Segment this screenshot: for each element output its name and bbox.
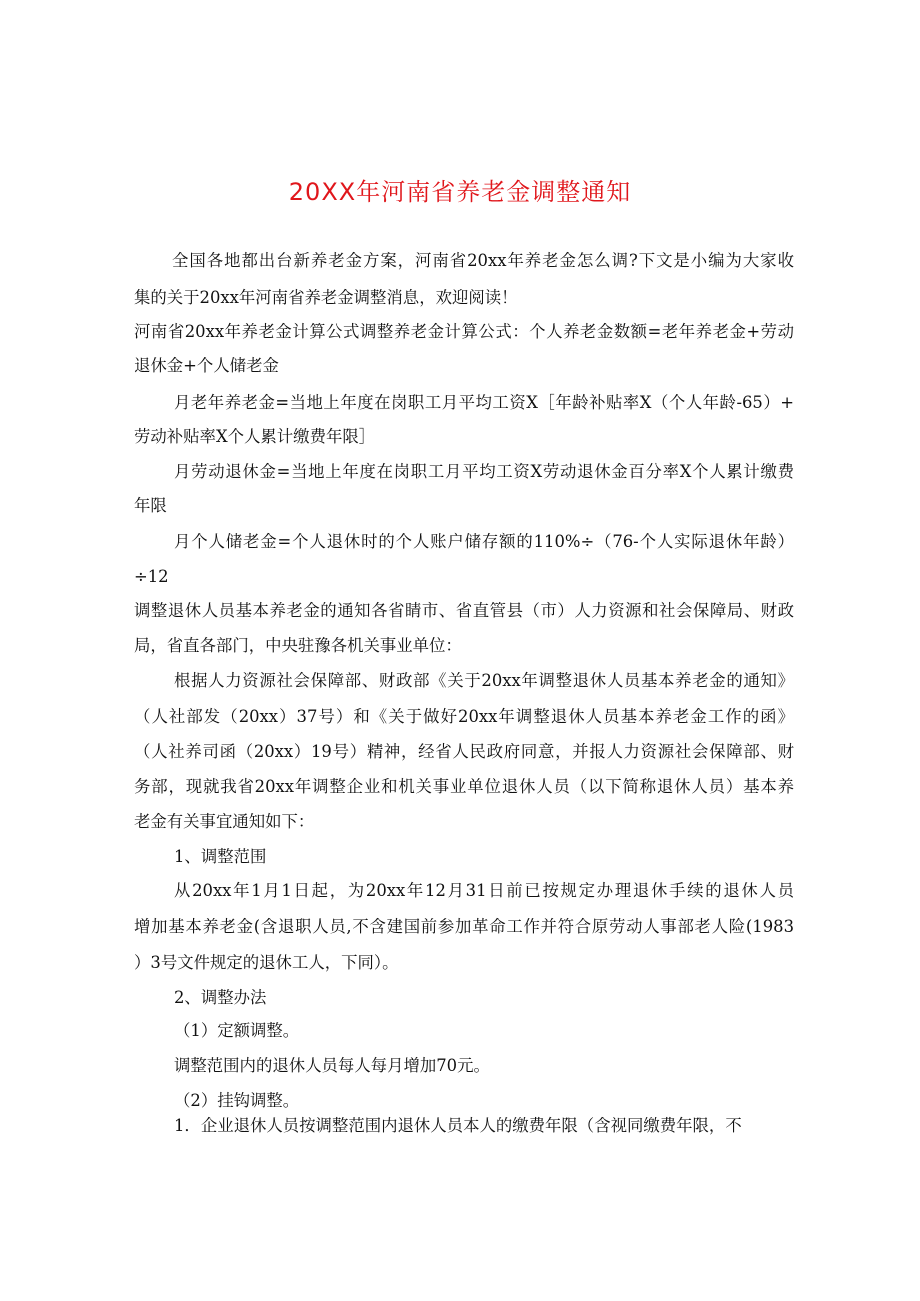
paragraph-line: ÷12 bbox=[134, 567, 169, 586]
paragraph-line: 退休金+个人储老金 bbox=[134, 356, 279, 375]
paragraph-line: 月劳动退休金=当地上年度在岗职工月平均工资X劳动退休金百分率X个人累计缴费 bbox=[174, 462, 794, 481]
paragraph-line: 调整范围内的退休人员每人每月增加70元。 bbox=[174, 1056, 490, 1075]
paragraph-line: 务部，现就我省20xx年调整企业和机关事业单位退休人员（以下简称退休人员）基本养 bbox=[134, 777, 794, 796]
paragraph-line: 从20xx年1月1日起，为20xx年12月31日前已按规定办理退休手续的退休人员 bbox=[174, 881, 794, 900]
paragraph-line: 老金有关事宜通知如下： bbox=[134, 812, 315, 831]
paragraph-line: ）3号文件规定的退休工人，下同）。 bbox=[134, 953, 399, 972]
paragraph-line: （人社部发（20xx）37号）和《关于做好20xx年调整退休人员基本养老金工作的函》 bbox=[134, 707, 794, 726]
subsection-heading: （1）定额调整。 bbox=[174, 1021, 300, 1040]
section-heading: 1、调整范围 bbox=[174, 847, 267, 866]
paragraph-line: 河南省20xx年养老金计算公式调整养老金计算公式：个人养老金数额=老年养老金+劳动 bbox=[134, 322, 794, 341]
paragraph-line: （人社养司函（20xx）19号）精神，经省人民政府同意，并报人力资源社会保障部、财 bbox=[134, 742, 794, 761]
paragraph-line: 1．企业退休人员按调整范围内退休人员本人的缴费年限（含视同缴费年限，不 bbox=[174, 1116, 742, 1135]
paragraph-line: 局，省直各部门，中央驻豫各机关事业单位： bbox=[134, 636, 462, 655]
paragraph-line: 月个人储老金=个人退休时的个人账户储存额的110%÷（76-个人实际退休年龄） bbox=[174, 532, 794, 551]
subsection-heading: （2）挂钩调整。 bbox=[174, 1091, 300, 1110]
paragraph-line: 年限 bbox=[134, 496, 167, 515]
paragraph-line: 劳动补贴率X个人累计缴费年限］ bbox=[134, 427, 376, 446]
paragraph-line: 月老年养老金=当地上年度在岗职工月平均工资X［年龄补贴率X（个人年龄-65）+ bbox=[174, 393, 794, 412]
paragraph-line: 根据人力资源社会保障部、财政部《关于20xx年调整退休人员基本养老金的通知》 bbox=[174, 671, 794, 690]
paragraph-line: 全国各地都出台新养老金方案，河南省20xx年养老金怎么调?下文是小编为大家收 bbox=[172, 251, 794, 270]
paragraph-line: 集的关于20xx年河南省养老金调整消息，欢迎阅读！ bbox=[134, 288, 518, 307]
section-heading: 2、调整办法 bbox=[174, 988, 267, 1007]
paragraph-line: 增加基本养老金(含退职人员,不含建国前参加革命工作并符合原劳动人事部老人险(1983 bbox=[134, 917, 794, 936]
paragraph-line: 调整退休人员基本养老金的通知各省睛市、省直管县（市）人力资源和社会保障局、财政 bbox=[134, 601, 794, 620]
document-title: 20XX年河南省养老金调整通知 bbox=[288, 178, 632, 206]
